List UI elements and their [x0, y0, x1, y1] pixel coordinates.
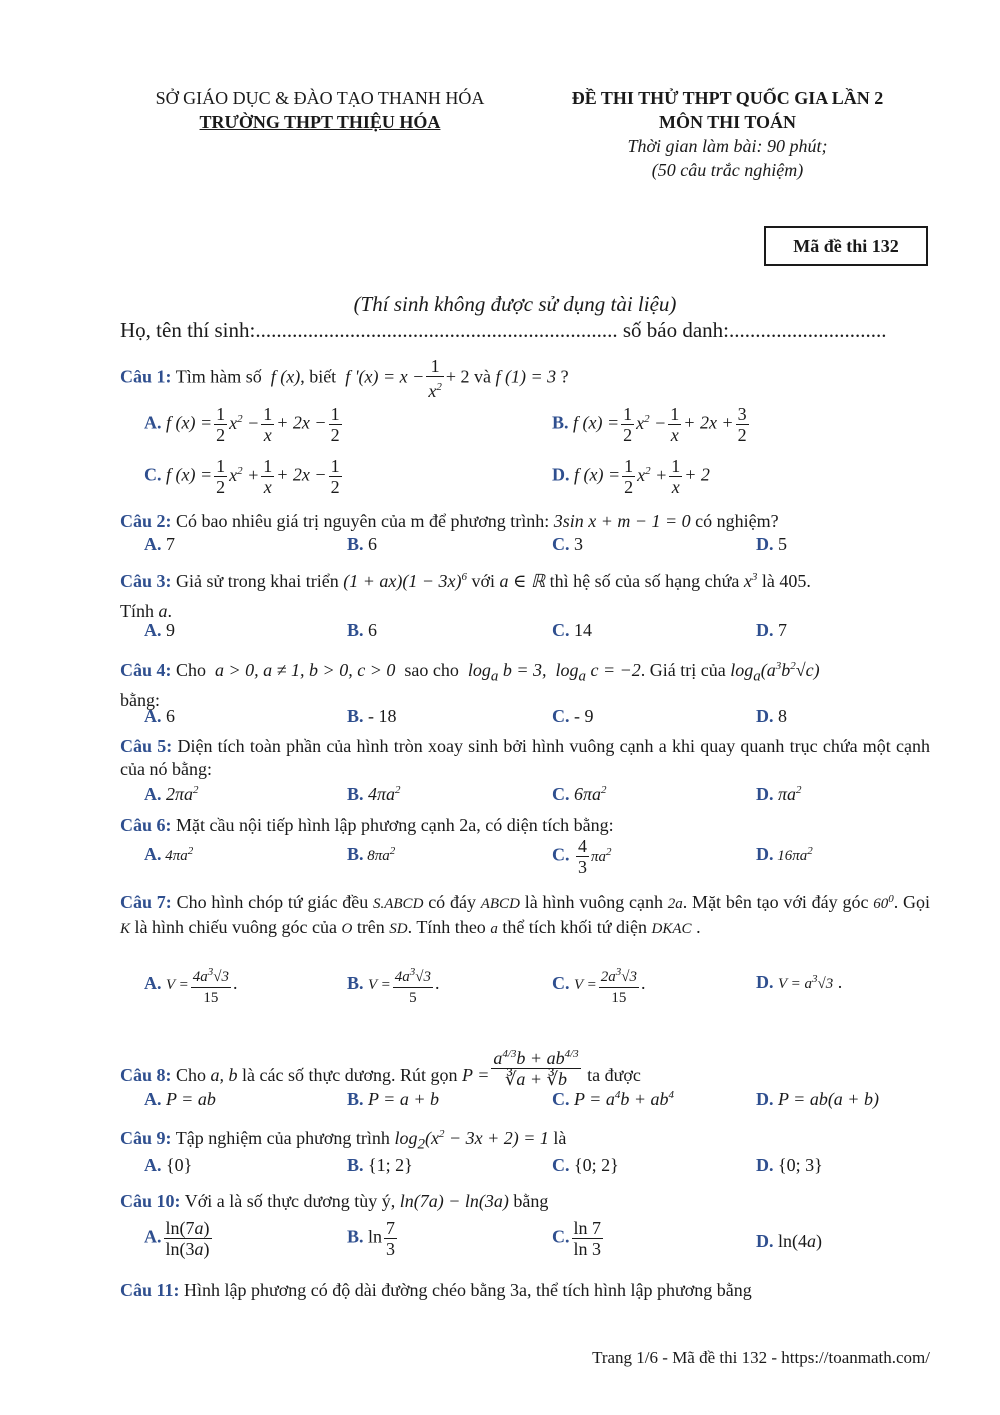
option-value: 14	[574, 620, 592, 640]
option-d: D. P = ab(a + b)	[756, 1089, 879, 1109]
option-letter: B.	[347, 1155, 364, 1175]
fraction: $\frac{4a^3√3}{15}$	[191, 962, 231, 1008]
option-c: C. $6\pi a^2$	[552, 784, 607, 804]
question-text: . Gọi	[893, 892, 930, 912]
question-text: thì hệ số của số hạng chứa	[549, 571, 740, 591]
question-text: là hình chiếu vuông góc của	[134, 917, 337, 937]
option-b: B. $8\pi a^2$	[347, 844, 396, 864]
question-label: Câu 7:	[120, 892, 172, 912]
option-letter: A.	[144, 1155, 162, 1175]
option-value: 9	[166, 620, 175, 640]
formula: a > 0, a ≠ 1, b > 0, c > 0	[210, 660, 400, 680]
question-9: Câu 9: Tập nghiệm của phương trình $\log_2(x^2 - 3x + 2) = 1$ là	[120, 1128, 567, 1153]
fraction: $\frac{7}{3}$	[386, 1218, 396, 1259]
question-10: Câu 10: Với a là số thực dương tùy ý, ln(7a) − ln(3a) bằng	[120, 1191, 549, 1211]
option-letter: D.	[756, 1155, 774, 1175]
question-7: Câu 7: Cho hình chóp tứ giác đều S.ABCD có đáy ABCD là hình vuông cạnh 2a. Mặt bên tạo với đáy góc $60^0$. Gọi K là hình chiếu vuông góc của O trên SD. Tính theo a thể tích khối tứ diện DKAC .	[120, 892, 930, 937]
question-text: Hình lập phương có độ dài đường chéo bằng 3a, thể tích hình lập phương bằng	[184, 1280, 752, 1300]
formula: f (x) =	[573, 412, 620, 433]
option-letter: D.	[756, 972, 774, 992]
question-text: trên	[356, 917, 385, 937]
fraction: $\frac{1}{2}$	[330, 456, 340, 497]
exam-code-box: Mã đề thi 132	[764, 226, 928, 266]
question-text: Tìm hàm số	[175, 366, 262, 387]
question-text: Tập nghiệm của phương trình	[175, 1128, 390, 1148]
question-8: Câu 8: Cho a, b là các số thực dương. Rút gọn P = $\frac{a^{4/3}b + ab^{4/3}}{∛a + ∛b}$ ta được	[120, 1044, 930, 1089]
header-right	[530, 86, 925, 182]
option-value: 3	[574, 534, 583, 554]
school-name: TRƯỜNG THPT THIỆU HÓA	[199, 112, 441, 132]
fraction: $\frac{1}{x}$	[263, 404, 273, 445]
option-value: 6	[368, 620, 378, 640]
question-text: với	[471, 571, 496, 591]
question-4	[120, 655, 930, 712]
fraction: $\frac{1}{2}$	[216, 456, 226, 497]
option-b: B. P = a + b	[347, 1089, 439, 1109]
question-text: ta được	[587, 1065, 641, 1085]
formula: f (x) =	[166, 412, 213, 433]
question-label: Câu 1:	[120, 366, 172, 387]
option-letter: C.	[552, 1226, 570, 1247]
question-5	[120, 735, 930, 781]
formula: $\log_a b = 3$, $\log_a c = -2$	[463, 660, 641, 685]
option-d: D. $V = a^3√3$ .	[756, 972, 843, 992]
option-c	[552, 706, 594, 727]
option-a: A. $4\pi a^2$	[144, 844, 194, 864]
question-label: Câu 9:	[120, 1128, 172, 1148]
question-label: Câu 11:	[120, 1280, 180, 1300]
question-text: Tính	[120, 601, 154, 621]
option-letter: D.	[756, 1231, 774, 1251]
question-text: có đáy	[428, 892, 476, 912]
option-c: C. $P = a^4b + ab^4$	[552, 1089, 674, 1109]
fraction: $\frac{1}{x^2}$	[428, 356, 442, 401]
question-2	[120, 510, 930, 533]
fraction: $\frac{\ln(7a)}{\ln(3a)}$	[165, 1218, 210, 1259]
option-letter: A.	[144, 534, 162, 554]
formula: f (1) = 3	[495, 366, 557, 387]
option-d: D. $\pi a^2$	[756, 784, 802, 804]
question-text: thể tích khối tứ diện	[502, 917, 648, 937]
formula: $(1 + ax)(1 - 3x)^6$	[343, 571, 467, 591]
question-6	[120, 814, 930, 837]
question-text: Cho	[176, 660, 207, 680]
time-limit: Thời gian làm bài: 90 phút;	[627, 136, 828, 156]
option-letter: D.	[552, 464, 570, 485]
option-letter: A.	[144, 784, 162, 804]
header-left	[110, 86, 530, 134]
option-c: C. f (x) = $\frac{1}{2}$ $x^2$ + $\frac{1}{x}$ + 2x − $\frac{1}{2}$	[144, 456, 340, 497]
department-name: SỞ GIÁO DỤC & ĐÀO TẠO THANH HÓA	[155, 88, 485, 108]
option-letter: C.	[552, 973, 570, 994]
option-letter: B.	[347, 844, 364, 864]
option-a: A. f (x) = $\frac{1}{2}$ $x^2$ − $\frac{1}{x}$ + 2x − $\frac{1}{2}$	[144, 404, 340, 445]
question-text: có nghiệm?	[695, 511, 779, 531]
option-letter: B.	[347, 620, 364, 640]
option-letter: D.	[756, 620, 774, 640]
fraction: $\frac{1}{x}$	[670, 404, 680, 445]
option-b: B. ln $\frac{7}{3}$	[347, 1218, 396, 1259]
option-letter: B.	[347, 534, 364, 554]
question-label: Câu 8:	[120, 1065, 172, 1085]
question-text: . Tính theo	[407, 917, 486, 937]
question-text: Cho	[176, 1065, 207, 1085]
question-label: Câu 2:	[120, 511, 172, 531]
option-b: B. $4\pi a^2$	[347, 784, 401, 804]
option-a: A. $2\pi a^2$	[144, 784, 199, 804]
question-text: , biết	[300, 366, 337, 387]
option-d: D. f (x) = $\frac{1}{2}$ $x^2$ + $\frac{1}{x}$ + 2	[552, 456, 710, 497]
option-value: - 18	[368, 706, 397, 726]
option-letter: D.	[756, 706, 774, 726]
option-letter: A.	[144, 620, 162, 640]
option-b: B. {1; 2}	[347, 1155, 413, 1175]
option-b	[347, 706, 397, 727]
option-d	[756, 620, 787, 641]
question-text: ?	[560, 366, 569, 387]
question-text: là 405.	[761, 571, 811, 591]
question-text: là hình vuông cạnh	[524, 892, 663, 912]
option-letter: B.	[347, 1089, 364, 1109]
option-a	[144, 706, 175, 727]
question-1	[120, 356, 930, 401]
fraction: $\frac{a^{4/3}b + ab^{4/3}}{∛a + ∛b}$	[491, 1044, 580, 1089]
formula: f (x)	[266, 366, 301, 387]
option-c: C. V = $\frac{2a^3√3}{15}$ .	[552, 962, 646, 1008]
fraction: $\frac{4}{3}$	[578, 836, 587, 877]
option-d: D. ln(4a)	[756, 1231, 822, 1251]
question-text: bằng:	[120, 689, 160, 710]
fraction: $\frac{4a^3√3}{5}$	[393, 962, 433, 1008]
option-c	[552, 1218, 605, 1259]
option-value: 8	[778, 706, 787, 726]
option-a: A. {0}	[144, 1155, 193, 1175]
option-letter: D.	[756, 784, 774, 804]
question-text: . Giá trị của	[640, 660, 726, 680]
question-text: và	[473, 366, 491, 387]
option-value: 7	[778, 620, 787, 640]
question-text: Giả sử trong khai triển	[176, 571, 339, 591]
formula: $\log_a(a^3b^2√c)$	[730, 660, 820, 685]
option-letter: A.	[144, 844, 162, 864]
option-d	[756, 706, 787, 727]
question-text: . Mặt bên tạo với đáy góc	[682, 892, 869, 912]
option-letter: C.	[552, 844, 570, 865]
option-value: 6	[166, 706, 175, 726]
option-letter: A.	[144, 973, 162, 994]
question-text: Diện tích toàn phần của hình tròn xoay sinh bởi hình vuông cạnh a khi quay quanh trục chứa một cạnh của nó bằng:	[120, 736, 930, 779]
option-c: C. {0; 2}	[552, 1155, 619, 1175]
formula: a ∈ ℝ	[499, 571, 546, 591]
notice: (Thí sinh không được sử dụng tài liệu)	[353, 292, 677, 316]
question-3: Câu 3: Giả sử trong khai triển $(1 + ax)(1 - 3x)^6$ với a ∈ ℝ thì hệ số của số hạng chứa $x^3$ là 405. Tính a.	[120, 571, 811, 621]
option-d	[756, 534, 787, 555]
option-b: B. f (x) = $\frac{1}{2}$ $x^2$ − $\frac{1}{x}$ + 2x + $\frac{3}{2}$	[552, 404, 747, 445]
option-letter: A.	[144, 412, 162, 433]
option-letter: C.	[552, 1155, 570, 1175]
option-value: - 9	[574, 706, 594, 726]
option-b: B. V = $\frac{4a^3√3}{5}$ .	[347, 962, 440, 1008]
option-c	[552, 620, 592, 641]
option-b	[347, 620, 377, 641]
fraction: $\frac{1}{2}$	[330, 404, 340, 445]
option-letter: B.	[347, 1226, 364, 1247]
subject: MÔN THI TOÁN	[658, 112, 797, 132]
option-a	[144, 1218, 214, 1259]
question-11	[120, 1279, 930, 1302]
option-value: 6	[368, 534, 378, 554]
fraction: $\frac{1}{x}$	[671, 456, 681, 497]
fraction: $\frac{1}{2}$	[623, 404, 633, 445]
option-c	[552, 534, 583, 555]
option-a: A. P = ab	[144, 1089, 216, 1109]
question-count: (50 câu trắc nghiệm)	[651, 160, 804, 180]
question-text: Cho hình chóp tứ giác đều	[176, 892, 369, 912]
option-d: D. {0; 3}	[756, 1155, 823, 1175]
option-letter: A.	[144, 1089, 162, 1109]
option-letter: A.	[144, 1226, 162, 1247]
option-letter: A.	[144, 706, 162, 726]
option-letter: C.	[552, 534, 570, 554]
option-letter: C.	[552, 620, 570, 640]
option-a	[144, 534, 175, 555]
page-footer: Trang 1/6 - Mã đề thi 132 - https://toanmath.com/	[592, 1348, 930, 1367]
formula: + 2	[445, 366, 470, 387]
question-label: Câu 5:	[120, 736, 173, 756]
option-a	[144, 620, 175, 641]
fraction: $\frac{2a^3√3}{15}$	[599, 962, 639, 1008]
question-label: Câu 3:	[120, 571, 172, 591]
option-letter: C.	[552, 784, 570, 804]
option-a: A. V = $\frac{4a^3√3}{15}$ .	[144, 962, 238, 1008]
formula: 3sin x + m − 1 = 0	[553, 511, 691, 531]
option-letter: B.	[347, 973, 364, 994]
option-letter: B.	[347, 706, 364, 726]
formula: f (x) =	[574, 464, 621, 485]
question-label: Câu 4:	[120, 660, 172, 680]
option-letter: B.	[347, 784, 364, 804]
question-text: Có bao nhiêu giá trị nguyên của m để phương trình:	[176, 511, 550, 531]
option-value: 7	[166, 534, 175, 554]
option-letter: B.	[552, 412, 569, 433]
option-letter: D.	[756, 844, 774, 864]
option-letter: C.	[144, 464, 162, 485]
question-text: sao cho	[404, 660, 459, 680]
option-b	[347, 534, 377, 555]
formula: f '(x) = x −	[340, 366, 425, 387]
option-letter: D.	[756, 534, 774, 554]
question-text: bằng	[513, 1191, 549, 1211]
option-letter: D.	[756, 1089, 774, 1109]
question-text: Mặt cầu nội tiếp hình lập phương cạnh 2a, có diện tích bằng:	[176, 815, 614, 835]
candidate-line: Họ, tên thí sinh:..................................................................... số báo danh:..............................	[120, 318, 887, 342]
option-value: 5	[778, 534, 787, 554]
option-letter: C.	[552, 1089, 570, 1109]
option-d: D. $16\pi a^2$	[756, 844, 813, 864]
question-text: là các số thực dương. Rút gọn	[242, 1065, 458, 1085]
fraction: $\frac{1}{2}$	[624, 456, 634, 497]
exam-title: ĐỀ THI THỬ THPT QUỐC GIA LẦN 2	[571, 88, 884, 108]
fraction: $\frac{\ln 7}{\ln 3}$	[573, 1218, 602, 1259]
fraction: $\frac{3}{2}$	[737, 404, 747, 445]
formula: $x^3$	[743, 571, 758, 591]
question-text: Với a là số thực dương tùy ý,	[184, 1191, 396, 1211]
formula: f (x) =	[166, 464, 213, 485]
question-label: Câu 10:	[120, 1191, 181, 1211]
option-letter: C.	[552, 706, 570, 726]
fraction: $\frac{1}{x}$	[263, 456, 273, 497]
question-text: là	[553, 1128, 567, 1148]
fraction: $\frac{1}{2}$	[216, 404, 226, 445]
option-c: C. $\frac{4}{3}$ $\pi a^2$	[552, 836, 612, 877]
question-label: Câu 6:	[120, 815, 172, 835]
